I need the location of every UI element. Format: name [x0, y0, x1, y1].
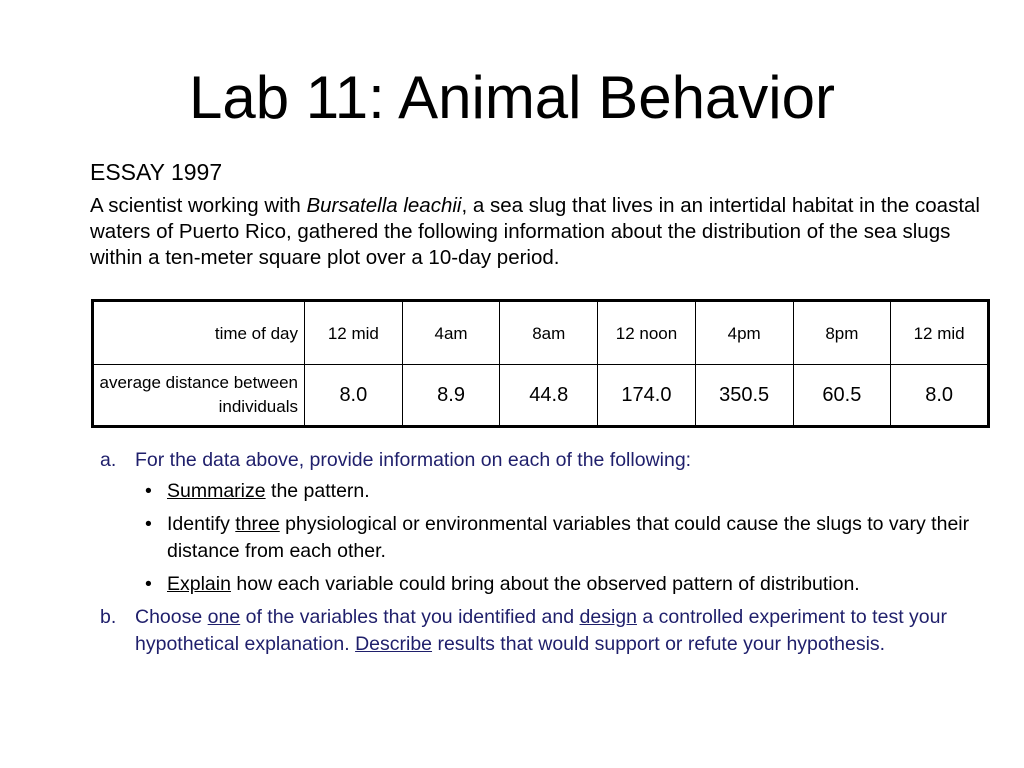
row-header-distance: average distance between individuals: [93, 365, 305, 427]
bullet-item: [135, 478, 1000, 505]
bullet-keyword: three: [235, 513, 280, 535]
bullet-icon: •: [145, 480, 152, 502]
value-cell: 174.0: [598, 365, 696, 427]
time-cell: 8am: [500, 301, 598, 365]
bullet-icon: •: [145, 573, 152, 595]
question-a-marker: a.: [100, 449, 117, 471]
question-b-marker: b.: [100, 606, 117, 628]
bullet-item: [135, 571, 1000, 598]
bullet-keyword: Explain: [167, 573, 231, 595]
question-a-bullets: [135, 478, 1000, 598]
question-a-text: For the data above, provide information on each of the following:: [135, 449, 692, 471]
essay-subtitle: ESSAY 1997: [90, 159, 223, 185]
bullet-prefix: Identify: [167, 513, 236, 535]
question-b-text: Choose: [135, 606, 208, 628]
slide-title: Lab 11: Animal Behavior: [189, 64, 835, 131]
bullet-text: the pattern.: [265, 480, 370, 502]
bullet-text: physiological or environmental variables that could cause the slugs to vary their distance from each other.: [167, 513, 970, 562]
value-cell: 44.8: [500, 365, 598, 427]
value-cell: 8.0: [891, 365, 989, 427]
time-cell: 12 noon: [598, 301, 696, 365]
bullet-item: [135, 511, 1000, 565]
question-b-text: a controlled experiment to test your hypothetical explanation.: [135, 606, 947, 655]
question-b: [100, 604, 1000, 658]
bullet-icon: •: [145, 513, 152, 535]
time-cell: 12 mid: [305, 301, 403, 365]
question-b-text: of the variables that you identified and: [240, 606, 580, 628]
value-cell: 8.9: [402, 365, 500, 427]
value-cell: 350.5: [695, 365, 793, 427]
data-table: [91, 299, 990, 428]
time-cell: 4am: [402, 301, 500, 365]
intro-text-start: A scientist working with: [90, 194, 307, 217]
question-b-text: results that would support or refute your hypothesis.: [432, 633, 886, 655]
value-cell: 8.0: [305, 365, 403, 427]
time-cell: 12 mid: [891, 301, 989, 365]
table-row-time: [93, 301, 989, 365]
bullet-keyword: Summarize: [167, 480, 266, 502]
question-a: [100, 447, 1000, 598]
species-name: Bursatella leachii: [306, 194, 462, 217]
row-header-time: time of day: [93, 301, 305, 365]
intro-paragraph: [90, 193, 995, 271]
time-cell: 4pm: [695, 301, 793, 365]
table-row-distance: [93, 365, 989, 427]
question-b-keyword: Describe: [355, 633, 433, 655]
question-b-keyword: one: [207, 606, 241, 628]
intro-text-end: , a sea slug that lives in an intertidal habitat in the coastal waters of Puerto Rico, gathered the following information about the distribution of the sea slugs within a ten-meter square plot over a 10-day period.: [90, 194, 980, 269]
value-cell: 60.5: [793, 365, 891, 427]
question-list: [100, 447, 1000, 661]
time-cell: 8pm: [793, 301, 891, 365]
question-b-keyword: design: [579, 606, 637, 628]
bullet-text: how each variable could bring about the observed pattern of distribution.: [230, 573, 860, 595]
